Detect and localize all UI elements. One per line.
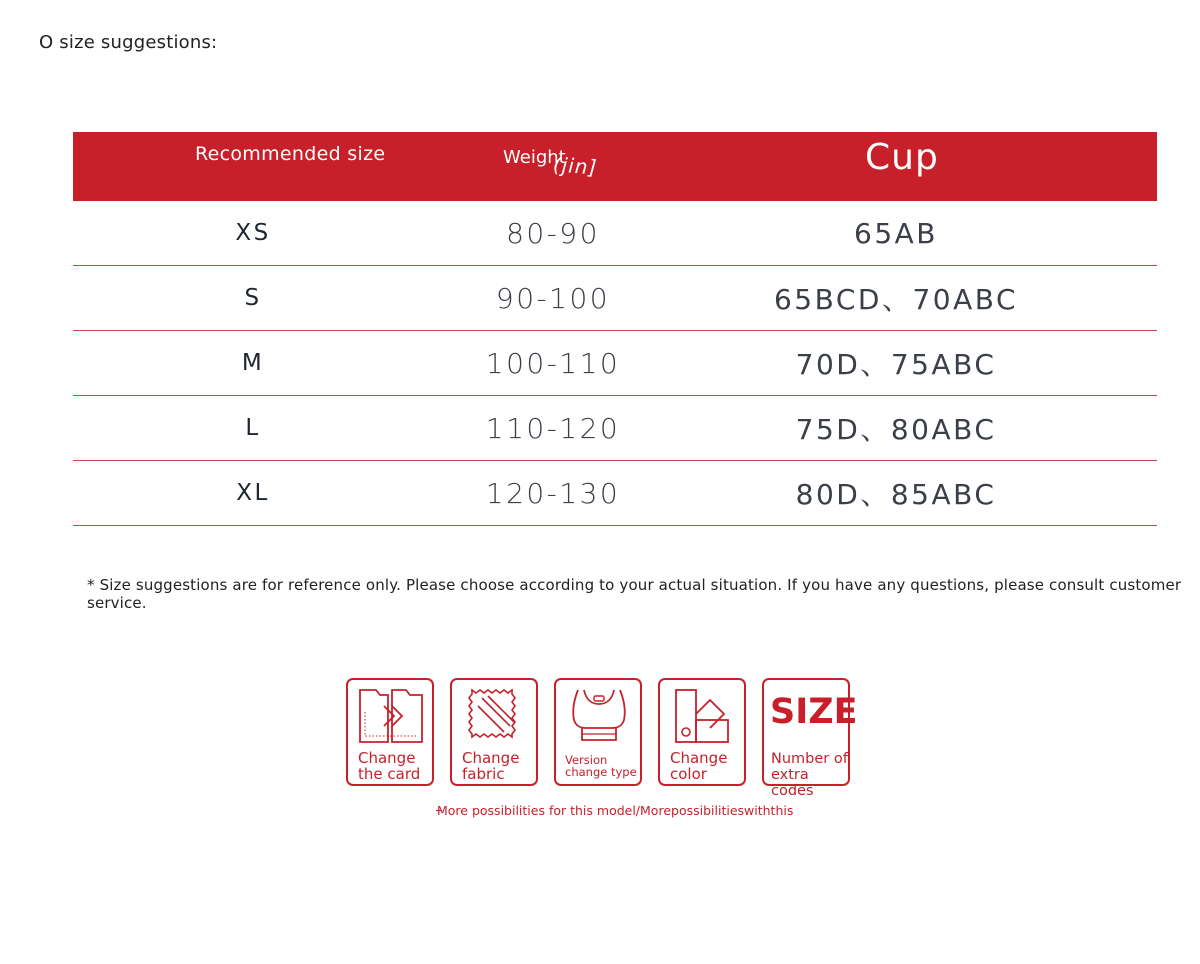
cell-size: XS: [235, 220, 271, 246]
cell-cup: 80D、85ABC: [795, 478, 997, 511]
feature-change-fabric: [450, 678, 538, 786]
feature-change-color: [658, 678, 746, 786]
feature-label-text: Number of extra codes: [771, 751, 848, 799]
more-possibilities-text: More possibilities for this model/Morepossibilitieswiththis: [437, 803, 794, 818]
cell-cup: 70D、75ABC: [795, 348, 997, 381]
feature-label: [771, 751, 855, 799]
feature-change-card: [346, 678, 434, 786]
cell-weight: 100-110: [485, 346, 621, 380]
bra-top-icon: [564, 686, 634, 744]
cell-size: XL: [236, 480, 270, 506]
table-row: [73, 331, 1157, 396]
table-header: [73, 132, 1157, 201]
cell-size: S: [244, 285, 262, 311]
feature-version-change: [554, 678, 642, 786]
feature-extra-codes: [762, 678, 858, 799]
cell-weight: 80-90: [506, 216, 600, 250]
header-recommended-size: Recommended size: [195, 143, 386, 165]
cell-size: M: [241, 350, 265, 376]
cell-weight: 90-100: [495, 281, 611, 315]
cell-cup: 75D、80ABC: [795, 413, 997, 446]
table-row: [73, 396, 1157, 461]
feature-label: Change fabric: [462, 749, 520, 783]
table-row: [73, 201, 1157, 266]
disclaimer-note: * Size suggestions are for reference only. Please choose according to your actual situation. If you have any questions, please consult customer service.: [87, 576, 1182, 612]
intro-text: O size suggestions:: [39, 32, 218, 53]
header-weight: Weight: [503, 147, 566, 168]
feature-label: Change the card: [358, 749, 421, 783]
cell-weight: 120-130: [485, 476, 621, 510]
header-cup: Cup: [865, 137, 939, 178]
table-row: [73, 266, 1157, 331]
size-table: [73, 132, 1157, 526]
cell-cup: 65BCD、70ABC: [773, 283, 1018, 316]
cell-size: L: [245, 415, 261, 441]
feature-label: Version change type: [565, 753, 637, 779]
card-swap-icon: [356, 686, 426, 744]
header-weight-unit: (jin]: [552, 152, 599, 180]
cell-weight: 110-120: [485, 411, 621, 445]
color-swatch-icon: [668, 686, 738, 744]
fabric-icon: [460, 686, 530, 744]
size-icon: SIZE: [770, 692, 858, 732]
feature-label: Change color: [670, 749, 728, 783]
table-row: [73, 461, 1157, 526]
cell-cup: 65AB: [854, 216, 938, 250]
